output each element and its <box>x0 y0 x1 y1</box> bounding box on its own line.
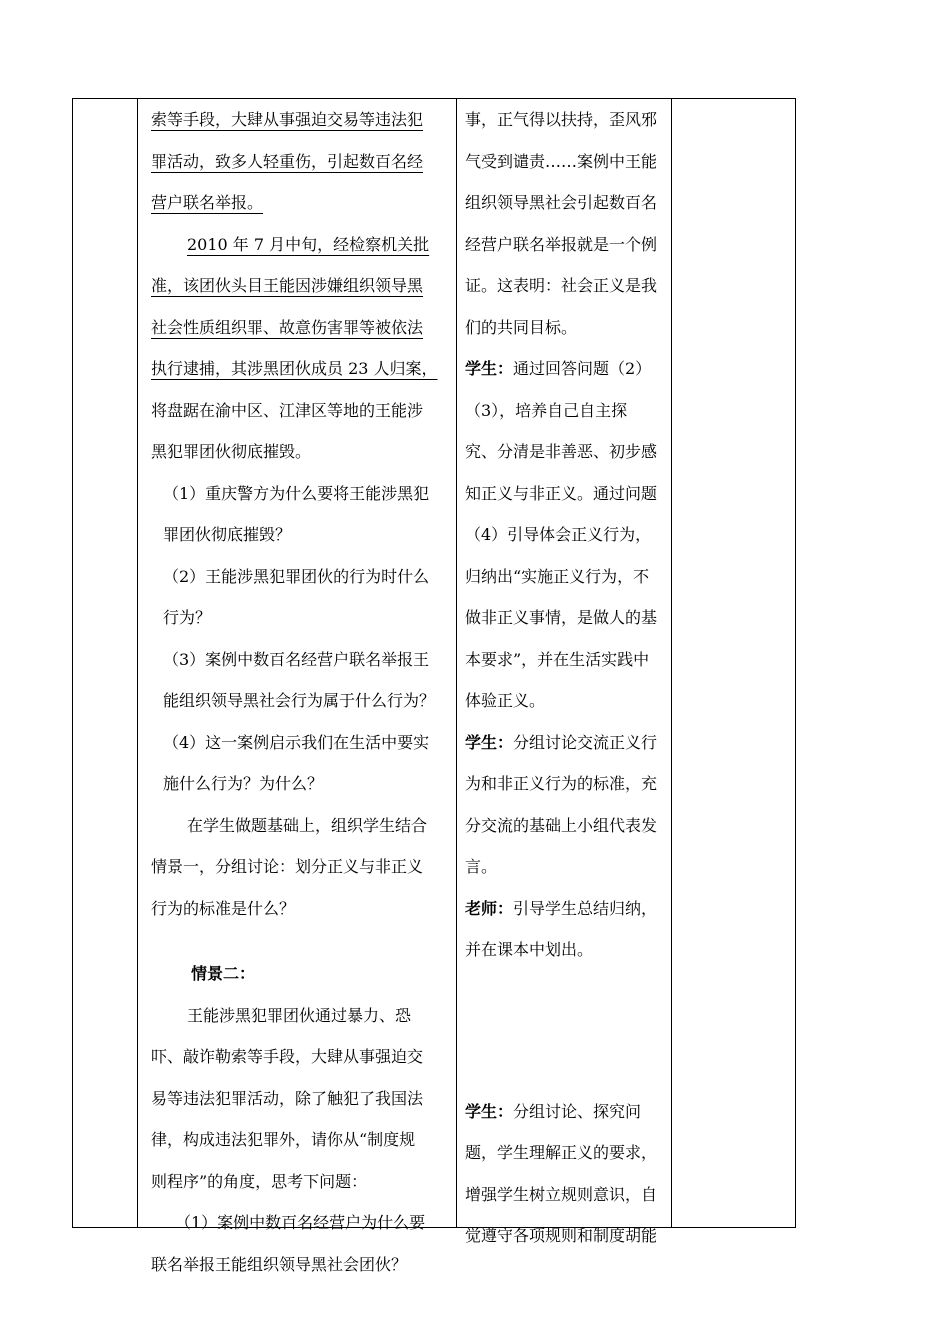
activity-line: （4）引导体会正义行为， <box>465 525 652 544</box>
activity-line: 为和非正义行为的标准，充 <box>465 774 658 793</box>
case-line: 执行逮捕，其涉黑团伙成员 23 人归案， <box>151 359 438 378</box>
student-label: 学生： <box>465 359 514 378</box>
case-line: 社会性质组织罪、故意伤害罪等被依法 <box>151 317 424 337</box>
column-divider-1 <box>137 99 138 1227</box>
question-2: （2）王能涉黑犯罪团伙的行为时什么 <box>163 566 430 586</box>
activity-line: 气受到谴责……案例中王能 <box>465 151 658 171</box>
case-line: 2010 年 7 月中旬，经检察机关批 <box>187 234 430 254</box>
question-4-cont: 施什么行为？为什么？ <box>163 774 324 793</box>
student-label: 学生： <box>465 1101 514 1121</box>
discussion-line: 行为的标准是什么？ <box>151 898 296 918</box>
case-line: 索等手段，大肆从事强迫交易等违法犯 <box>151 110 424 129</box>
activity-line: 体验正义。 <box>465 691 546 710</box>
activity-line: 觉遵守各项规则和制度胡能 <box>465 1226 658 1245</box>
activity-line: 证。这表明：社会正义是我 <box>465 276 658 295</box>
student-activity-column <box>463 99 671 1257</box>
activity-line: 言。 <box>465 857 498 876</box>
activity-line: 经营户联名举报就是一个例 <box>465 234 658 254</box>
scene-2-line: 则程序”的角度，思考下问题： <box>151 1171 368 1191</box>
case-line: 准，该团伙头目王能因涉嫌组织领导黑 <box>151 276 424 295</box>
case-line: 营户联名举报。 <box>151 193 264 212</box>
scene-2-line: 易等违法犯罪活动，除了触犯了我国法 <box>151 1088 424 1108</box>
activity-line: 知正义与非正义。通过问题 <box>465 483 658 503</box>
scene-2-line: 律，构成违法犯罪外，请你从“制度规 <box>151 1130 416 1149</box>
question-1: （1）重庆警方为什么要将王能涉黑犯 <box>163 483 430 503</box>
question-4: （4）这一案例启示我们在生活中要实 <box>163 732 430 752</box>
scene-2-question-1-cont: 联名举报王能组织领导黑社会团伙？ <box>151 1254 408 1274</box>
scene-2-line: 王能涉黑犯罪团伙通过暴力、恐 <box>187 1005 412 1025</box>
question-1-cont: 罪团伙彻底摧毁？ <box>163 525 292 544</box>
activity-line: 归纳出“实施正义行为，不 <box>465 566 650 586</box>
question-2-cont: 行为？ <box>163 608 212 627</box>
question-3: （3）案例中数百名经营户联名举报王 <box>163 649 430 669</box>
activity-line: （3），培养自己自主探 <box>465 400 628 420</box>
teaching-content-column <box>145 99 455 1285</box>
activity-line: 分交流的基础上小组代表发 <box>465 815 658 835</box>
case-line: 罪活动，致多人轻重伤，引起数百名经 <box>151 151 424 171</box>
question-3-cont: 能组织领导黑社会行为属于什么行为？ <box>163 691 436 710</box>
case-line: 黑犯罪团伙彻底摧毁。 <box>151 442 312 461</box>
student-activity-2: 学生：分组讨论交流正义行 <box>465 732 658 752</box>
activity-line: 本要求”，并在生活实践中 <box>465 649 650 669</box>
scene-2-question-1: （1）案例中数百名经营户为什么要 <box>175 1213 426 1232</box>
scene-2-line: 吓、敲诈勒索等手段，大肆从事强迫交 <box>151 1047 424 1066</box>
activity-line: 们的共同目标。 <box>465 317 578 337</box>
activity-line: 题，学生理解正义的要求， <box>465 1143 658 1162</box>
discussion-line: 情景一，分组讨论：划分正义与非正义 <box>151 857 424 876</box>
activity-line: 并在课本中划出。 <box>465 940 594 959</box>
activity-line: 做非正义事情，是做人的基 <box>465 608 658 627</box>
lesson-table <box>72 98 796 1274</box>
teacher-label: 老师： <box>465 898 514 918</box>
student-label: 学生： <box>465 732 514 752</box>
scene-2-title: 情景二： <box>191 964 256 983</box>
column-divider-3 <box>671 99 672 1227</box>
case-line: 将盘踞在渝中区、江津区等地的王能涉 <box>151 400 424 420</box>
student-activity-1: 学生：通过回答问题（2） <box>465 359 652 378</box>
discussion-line: 在学生做题基础上，组织学生结合 <box>187 815 428 835</box>
activity-line: 增强学生树立规则意识，自 <box>465 1184 658 1204</box>
activity-line: 组织领导黑社会引起数百名 <box>465 193 658 212</box>
activity-line: 究、分清是非善恶、初步感 <box>465 442 658 461</box>
column-divider-2 <box>456 99 457 1227</box>
teacher-activity: 老师：引导学生总结归纳， <box>465 898 658 918</box>
activity-line: 事，正气得以扶持，歪风邪 <box>465 110 658 129</box>
student-activity-3: 学生：分组讨论、探究问 <box>465 1101 642 1121</box>
